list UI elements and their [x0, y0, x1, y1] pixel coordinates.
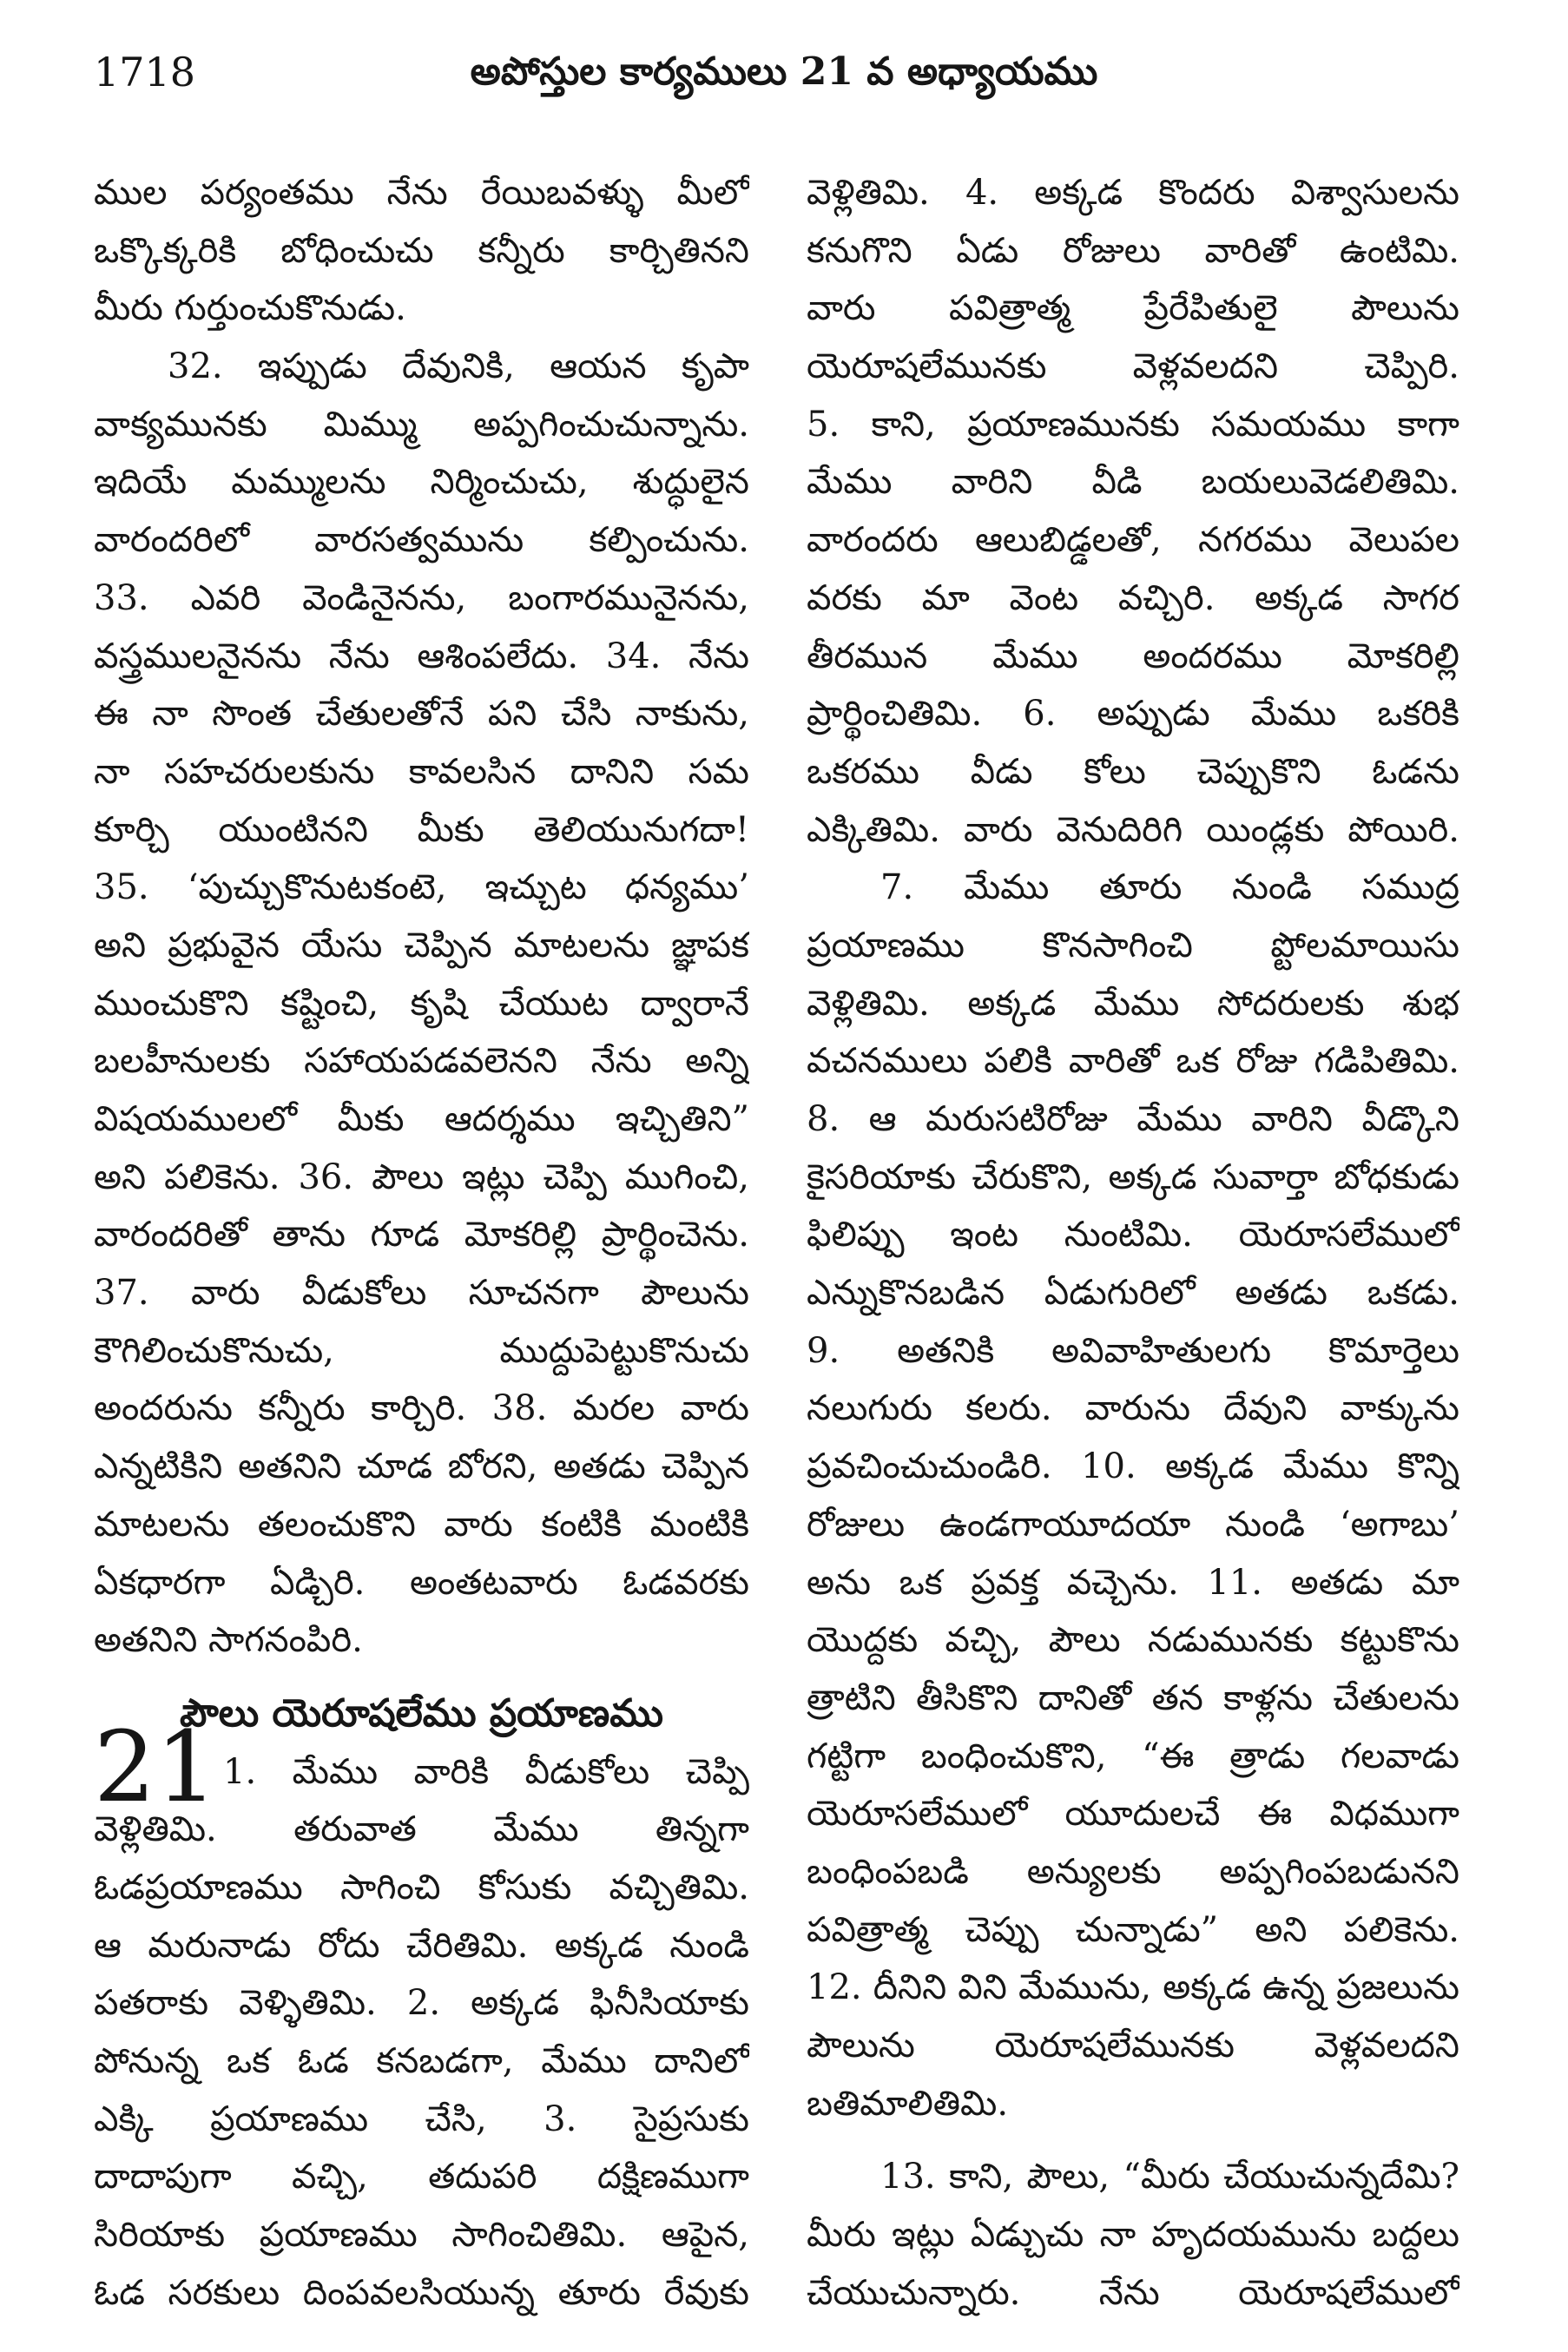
text-line: పోనున్న ఒక ఓడ కనబడగా, మేము దానిలో: [94, 2041, 749, 2081]
text-line: ప్రయాణము కొనసాగించి ప్టోలమాయిసు: [807, 925, 1459, 965]
running-title: అపోస్తుల కార్యములు 21 వ అధ్యాయము: [470, 49, 1098, 94]
text-line: ఓడప్రయాణము సాగించి కోసుకు వచ్చితిమి.: [94, 1867, 749, 1907]
text-line: కైసరియాకు చేరుకొని, అక్కడ సువార్తా బోధకుడు: [807, 1156, 1459, 1197]
text-line: మేము వారిని వీడి బయలువెడలితిమి.: [807, 462, 1459, 503]
text-line: ఒకరము వీడు కోలు చెప్పుకొని ఓడను: [807, 751, 1459, 792]
text-line: ఫిలిప్పు ఇంట నుంటిమి. యెరూసలేములో: [807, 1215, 1459, 1255]
text-line: ఈ నా సొంత చేతులతోనే పని చేసి నాకును,: [94, 694, 749, 735]
text-line: నా సహచరులకును కావలసిన దానిని సమ: [94, 751, 749, 792]
text-line: ఒక్కొక్కరికి బోధించుచు కన్నీరు కార్చితినని: [94, 230, 749, 271]
text-line: అందరును కన్నీరు కార్చిరి. 38. మరల వారు: [94, 1388, 749, 1429]
text-line: 12. దీనిని విని మేమును, అక్కడ ఉన్న ప్రజలును: [807, 1967, 1459, 2008]
text-line: ముంచుకొని కష్టించి, కృషి చేయుట ద్వారానే: [94, 983, 749, 1024]
text-line: రోజులు ఉండగాయూదయా నుండి ‘అగాబు’: [807, 1504, 1459, 1545]
left-column: [94, 164, 749, 2326]
text-line: తీరమున మేము అందరము మోకరిల్లి: [807, 636, 1459, 676]
text-line: ప్రవచించుచుండిరి. 10. అక్కడ మేము కొన్ని: [807, 1446, 1459, 1487]
text-line: వచనములు పలికి వారితో ఒక రోజు గడిపితిమి.: [807, 1041, 1459, 1082]
text-line: సిరియాకు ప్రయాణము సాగించితిమి. ఆపైన,: [94, 2215, 749, 2256]
text-line: మీరు గుర్తుంచుకొనుడు.: [94, 288, 406, 329]
text-line: 9. అతనికి అవివాహితులగు కొమార్తెలు: [807, 1330, 1459, 1371]
text-line: నలుగురు కలరు. వారును దేవుని వాక్కును: [807, 1388, 1459, 1429]
text-line: 1. మేము వారికి వీడుకోలు చెప్పి: [223, 1751, 749, 1792]
text-line: పతరాకు వెళ్ళితిమి. 2. అక్కడ ఫినీసియాకు: [94, 1983, 749, 2024]
text-line: ప్రార్థించితిమి. 6. అప్పుడు మేము ఒకరికి: [807, 694, 1459, 735]
text-line: మాటలను తలంచుకొని వారు కంటికి మంటికి: [94, 1504, 749, 1545]
text-line: కూర్చి యుంటినని మీకు తెలియునుగదా!: [94, 809, 749, 850]
text-line: వారందరితో తాను గూడ మోకరిల్లి ప్రార్థించెను.: [94, 1215, 749, 1255]
text-line: వాక్యమునకు మిమ్ము అప్పగించుచున్నాను.: [94, 404, 749, 445]
page-number: 1718: [94, 49, 196, 96]
text-line: బంధింపబడి అన్యులకు అప్పగింపబడునని: [807, 1851, 1459, 1892]
text-line: త్రాటిని తీసికొని దానితో తన కాళ్లను చేతులను: [807, 1677, 1459, 1718]
text-line: అతనిని సాగనంపిరి.: [94, 1620, 363, 1661]
text-line: ఆ మరునాడు రోదు చేరితిమి. అక్కడ నుండి: [94, 1925, 749, 1966]
text-line: ఎన్నటికిని అతనిని చూడ బోరని, అతడు చెప్పిన: [94, 1446, 749, 1487]
text-line: యెరూసలేములో యూదులచే ఈ విధముగా: [807, 1794, 1459, 1835]
text-line: 8. ఆ మరుసటిరోజు మేము వారిని వీడ్కొని: [807, 1099, 1459, 1139]
text-line: అను ఒక ప్రవక్త వచ్చెను. 11. అతడు మా: [807, 1562, 1459, 1603]
text-line: వారందరిలో వారసత్వమును కల్పించును.: [94, 520, 749, 561]
text-line: ముల పర్యంతము నేను రేయిబవళ్ళు మీలో: [94, 173, 749, 213]
text-line: 7. మేము తూరు నుండి సముద్ర: [880, 867, 1459, 908]
chapter-number-drop-cap: 21: [94, 1711, 218, 1824]
text-line: బతిమాలితిమి.: [807, 2083, 1009, 2124]
text-line: గట్టిగా బంధించుకొని, “ఈ త్రాడు గలవాడు: [807, 1736, 1459, 1776]
text-line: వెళ్లితిమి. 4. అక్కడ కొందరు విశ్వాసులను: [807, 173, 1459, 213]
text-line: వెళ్లితిమి. అక్కడ మేము సోదరులకు శుభ: [807, 983, 1459, 1024]
text-line: అని పలికెను. 36. పౌలు ఇట్లు చెప్పి ముగించి,: [94, 1156, 749, 1197]
text-line: 35. ‘పుచ్చుకొనుటకంటె, ఇచ్చుట ధన్యము’: [94, 867, 749, 908]
text-line: కౌగిలించుకొనుచు, ముద్దుపెట్టుకొనుచు: [94, 1330, 749, 1371]
text-line: కనుగొని ఏడు రోజులు వారితో ఉంటిమి.: [807, 230, 1459, 271]
text-line: చేయుచున్నారు. నేను యెరూషలేములో: [807, 2272, 1459, 2313]
text-line: 33. ఎవరి వెండినైనను, బంగారమునైనను,: [94, 577, 749, 618]
text-line: పవిత్రాత్మ చెప్పు చున్నాడు” అని పలికెను.: [807, 1909, 1459, 1950]
text-line: అని ప్రభువైన యేసు చెప్పిన మాటలను జ్ఞాపక: [94, 925, 749, 965]
text-line: 5. కాని, ప్రయాణమునకు సమయము కాగా: [807, 404, 1459, 445]
text-line: మీరు ఇట్లు ఏడ్చుచు నా హృదయమును బద్దలు: [807, 2215, 1459, 2256]
text-line: యెరూషలేమునకు వెళ్లవలదని చెప్పిరి.: [807, 346, 1459, 387]
section-heading: పౌలు యెరూషలేము ప్రయాణము: [179, 1690, 663, 1736]
text-line: దాదాపుగా వచ్చి, తదుపరి దక్షిణముగా: [94, 2157, 749, 2197]
right-column: [807, 164, 1459, 2326]
text-line: వరకు మా వెంట వచ్చిరి. అక్కడ సాగర: [807, 577, 1459, 618]
text-line: వెళ్లితిమి. తరువాత మేము తిన్నగా: [94, 1809, 749, 1850]
text-line: ఏకధారగా ఏడ్చిరి. అంతటవారు ఓడవరకు: [94, 1562, 749, 1603]
text-line: ఇదియే మమ్ములను నిర్మించుచు, శుద్ధులైన: [94, 462, 749, 503]
text-line: వారు పవిత్రాత్మ ప్రేరేపితులై పౌలును: [807, 288, 1459, 329]
text-line: వస్త్రములనైనను నేను ఆశింపలేదు. 34. నేను: [94, 636, 749, 676]
text-line: ఓడ సరకులు దింపవలసియున్న తూరు రేవుకు: [94, 2272, 749, 2313]
text-line: ఎక్కి ప్రయాణము చేసి, 3. సైప్రసుకు: [94, 2098, 749, 2139]
text-line: 13. కాని, పౌలు, “మీరు చేయుచున్నదేమి?: [880, 2157, 1459, 2197]
text-line: వారందరు ఆలుబిడ్డలతో, నగరము వెలుపల: [807, 520, 1459, 561]
text-line: విషయములలో మీకు ఆదర్శము ఇచ్చితిని”: [94, 1099, 749, 1139]
text-line: బలహీనులకు సహాయపడవలెనని నేను అన్ని: [94, 1041, 749, 1082]
text-line: ఎన్నుకొనబడిన ఏడుగురిలో అతడు ఒకడు.: [807, 1273, 1459, 1314]
text-line: పౌలును యెరూషలేమునకు వెళ్లవలదని: [807, 2026, 1459, 2065]
text-line: యొద్దకు వచ్చి, పౌలు నడుమునకు కట్టుకొను: [807, 1620, 1459, 1661]
text-line: 37. వారు వీడుకోలు సూచనగా పౌలును: [94, 1273, 749, 1314]
text-line: ఎక్కితిమి. వారు వెనుదిరిగి యిండ్లకు పోయిరి.: [807, 809, 1459, 850]
text-line: 32. ఇప్పుడు దేవునికి, ఆయన కృపా: [168, 346, 749, 387]
